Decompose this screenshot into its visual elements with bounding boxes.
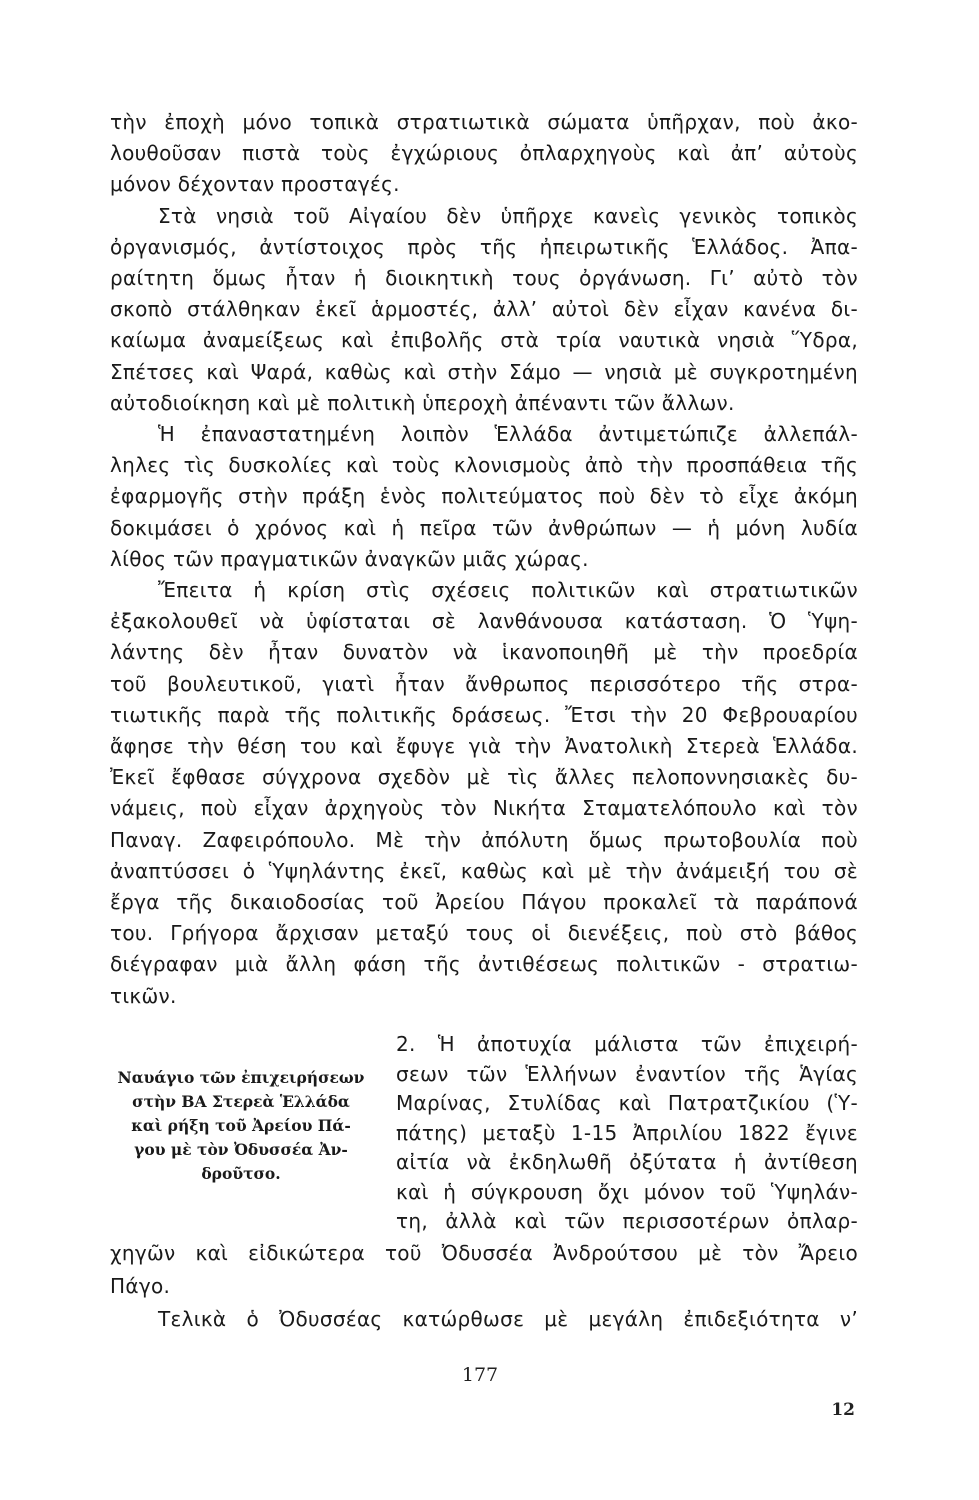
text-line: τιωτικῆς παρὰ τῆς πολιτικῆς δράσεως. Ἔτσι τὴν 20 Φεβρουαρίου xyxy=(110,703,858,727)
text-line: 2. Ἡ ἀποτυχία μάλιστα τῶν ἐπιχειρή- xyxy=(396,1032,858,1056)
text-line: λάντης δὲν ἦταν δυνατὸν νὰ ἱκανοποιηθῆ μὲ τὴν προεδρία xyxy=(110,640,858,664)
text-line: διέγραφαν μιὰ ἄλλη φάση τῆς ἀντιθέσεως πολιτικῶν - στρατιω- xyxy=(110,952,858,976)
text-line: λουθοῦσαν πιστὰ τοὺς ἐγχώριους ὀπλαρχηγοὺς καὶ ἀπ’ αὐτοὺς xyxy=(110,141,858,165)
text-line: του. Γρήγορα ἄρχισαν μεταξύ τους οἱ διενέξεις, ποὺ στὸ βάθος xyxy=(110,921,858,945)
text-line: Πάγο. xyxy=(110,1274,171,1298)
text-line: αἰτία νὰ ἐκδηλωθῆ ὀξύτατα ἡ ἀντίθεση xyxy=(396,1150,858,1174)
text-line: νάμεις, ποὺ εἶχαν ἀρχηγοὺς τὸν Νικήτα Σταματελόπουλο καὶ τὸν xyxy=(110,796,858,820)
text-line: καὶ ἡ σύγκρουση ὄχι μόνον τοῦ Ὑψηλάν- xyxy=(396,1180,858,1204)
text-line: Ἐκεῖ ἔφθασε σύγχρονα σχεδὸν μὲ τὶς ἄλλες πελοποννησιακὲς δυ- xyxy=(110,765,858,789)
text-line: αὐτοδιοίκηση καὶ μὲ πολιτικὴ ὑπεροχὴ ἀπέναντι τῶν ἄλλων. xyxy=(110,391,735,415)
margin-note-line: στὴν ΒΑ Στερεὰ Ἑλλάδα xyxy=(132,1092,350,1111)
text-line: τη, ἀλλὰ καὶ τῶν περισσοτέρων ὀπλαρ- xyxy=(396,1209,858,1233)
margin-note xyxy=(108,1066,374,1186)
text-line: λίθος τῶν πραγματικῶν ἀναγκῶν μιᾶς χώρας. xyxy=(110,547,589,571)
text-line: Στὰ νησιὰ τοῦ Αἰγαίου δὲν ὑπῆρχε κανεὶς γενικὸς τοπικὸς xyxy=(158,204,858,228)
text-line: ληλες τὶς δυσκολίες καὶ τοὺς κλονισμοὺς ἀπὸ τὴν προσπάθεια τῆς xyxy=(110,453,858,477)
margin-note-line: γου μὲ τὸν Ὀδυσσέα Ἀν- xyxy=(134,1140,348,1159)
text-line: πάτης) μεταξὺ 1-15 Ἀπριλίου 1822 ἔγινε xyxy=(396,1121,858,1145)
text-line: ἄφησε τὴν θέση του καὶ ἔφυγε γιὰ τὴν Ἀνατολικὴ Στερεὰ Ἑλλάδα. xyxy=(110,734,858,758)
signature-number: 12 xyxy=(831,1400,855,1420)
text-line: Μαρίνας, Στυλίδας καὶ Πατρατζικίου (Ὑ- xyxy=(396,1091,858,1115)
text-line: τικῶν. xyxy=(110,984,177,1008)
margin-note-line: καὶ ρήξη τοῦ Ἀρείου Πά- xyxy=(131,1116,351,1135)
text-line: Σπέτσες καὶ Ψαρά, καθὼς καὶ στὴν Σάμο — νησιὰ μὲ συγκροτημένη xyxy=(110,360,858,384)
text-line: μόνον δέχονταν προσταγές. xyxy=(110,172,400,196)
text-line: καίωμα ἀναμείξεως καὶ ἐπιβολῆς στὰ τρία ναυτικὰ νησιὰ Ὕδρα, xyxy=(110,328,858,352)
text-line: ἔργα τῆς δικαιοδοσίας τοῦ Ἀρείου Πάγου προκαλεῖ τὰ παράπονά xyxy=(110,890,858,914)
text-line: ἀναπτύσσει ὁ Ὑψηλάντης ἐκεῖ, καθὼς καὶ μὲ τὴν ἀνάμειξή του σὲ xyxy=(110,859,858,883)
text-line: Ἔπειτα ἡ κρίση στὶς σχέσεις πολιτικῶν καὶ στρατιωτικῶν xyxy=(158,578,858,602)
text-line: σκοπὸ στάλθηκαν ἐκεῖ ἁρμοστές, ἀλλ’ αὐτοὶ δὲν εἶχαν κανένα δι- xyxy=(110,297,858,321)
text-line: ὀργανισμός, ἀντίστοιχος πρὸς τῆς ἠπειρωτικῆς Ἑλλάδος. Ἀπα- xyxy=(110,235,858,259)
text-line: σεων τῶν Ἑλλήνων ἐναντίον τῆς Ἁγίας xyxy=(396,1062,858,1086)
text-line: ἐφαρμογῆς στὴν πράξη ἑνὸς πολιτεύματος ποὺ δὲν τὸ εἶχε ἀκόμη xyxy=(110,484,858,508)
text-line: χηγῶν καὶ εἰδικώτερα τοῦ Ὀδυσσέα Ἀνδρούτσου μὲ τὸν Ἄρειο xyxy=(110,1241,858,1265)
text-line: δοκιμάσει ὁ χρόνος καὶ ἡ πεῖρα τῶν ἀνθρώπων — ἡ μόνη λυδία xyxy=(110,516,858,540)
text-line: ραίτητη ὅμως ἦταν ἡ διοικητικὴ τους ὀργάνωση. Γι’ αὐτὸ τὸν xyxy=(110,266,858,290)
text-line: τὴν ἐποχὴ μόνο τοπικὰ στρατιωτικὰ σώματα ὑπῆρχαν, ποὺ ἀκο- xyxy=(110,110,858,134)
text-line: Ἡ ἐπαναστατημένη λοιπὸν Ἑλλάδα ἀντιμετώπιζε ἀλλεπάλ- xyxy=(158,422,858,446)
text-line: ἐξακολουθεῖ νὰ ὑφίσταται σὲ λανθάνουσα κατάσταση. Ὁ Ὑψη- xyxy=(110,609,858,633)
text-line: Παναγ. Ζαφειρόπουλο. Μὲ τὴν ἀπόλυτη ὅμως πρωτοβουλία ποὺ xyxy=(110,828,858,852)
page-number: 177 xyxy=(461,1364,499,1386)
margin-note-line: Ναυάγιο τῶν ἐπιχειρήσεων xyxy=(117,1068,365,1087)
margin-note-line: δροῦτσο. xyxy=(201,1164,281,1183)
text-line: Τελικὰ ὁ Ὀδυσσέας κατώρθωσε μὲ μεγάλη ἐπιδεξιότητα ν’ xyxy=(158,1307,858,1331)
text-line: τοῦ βουλευτικοῦ, γιατὶ ἦταν ἄνθρωπος περισσότερο τῆς στρα- xyxy=(110,672,858,696)
